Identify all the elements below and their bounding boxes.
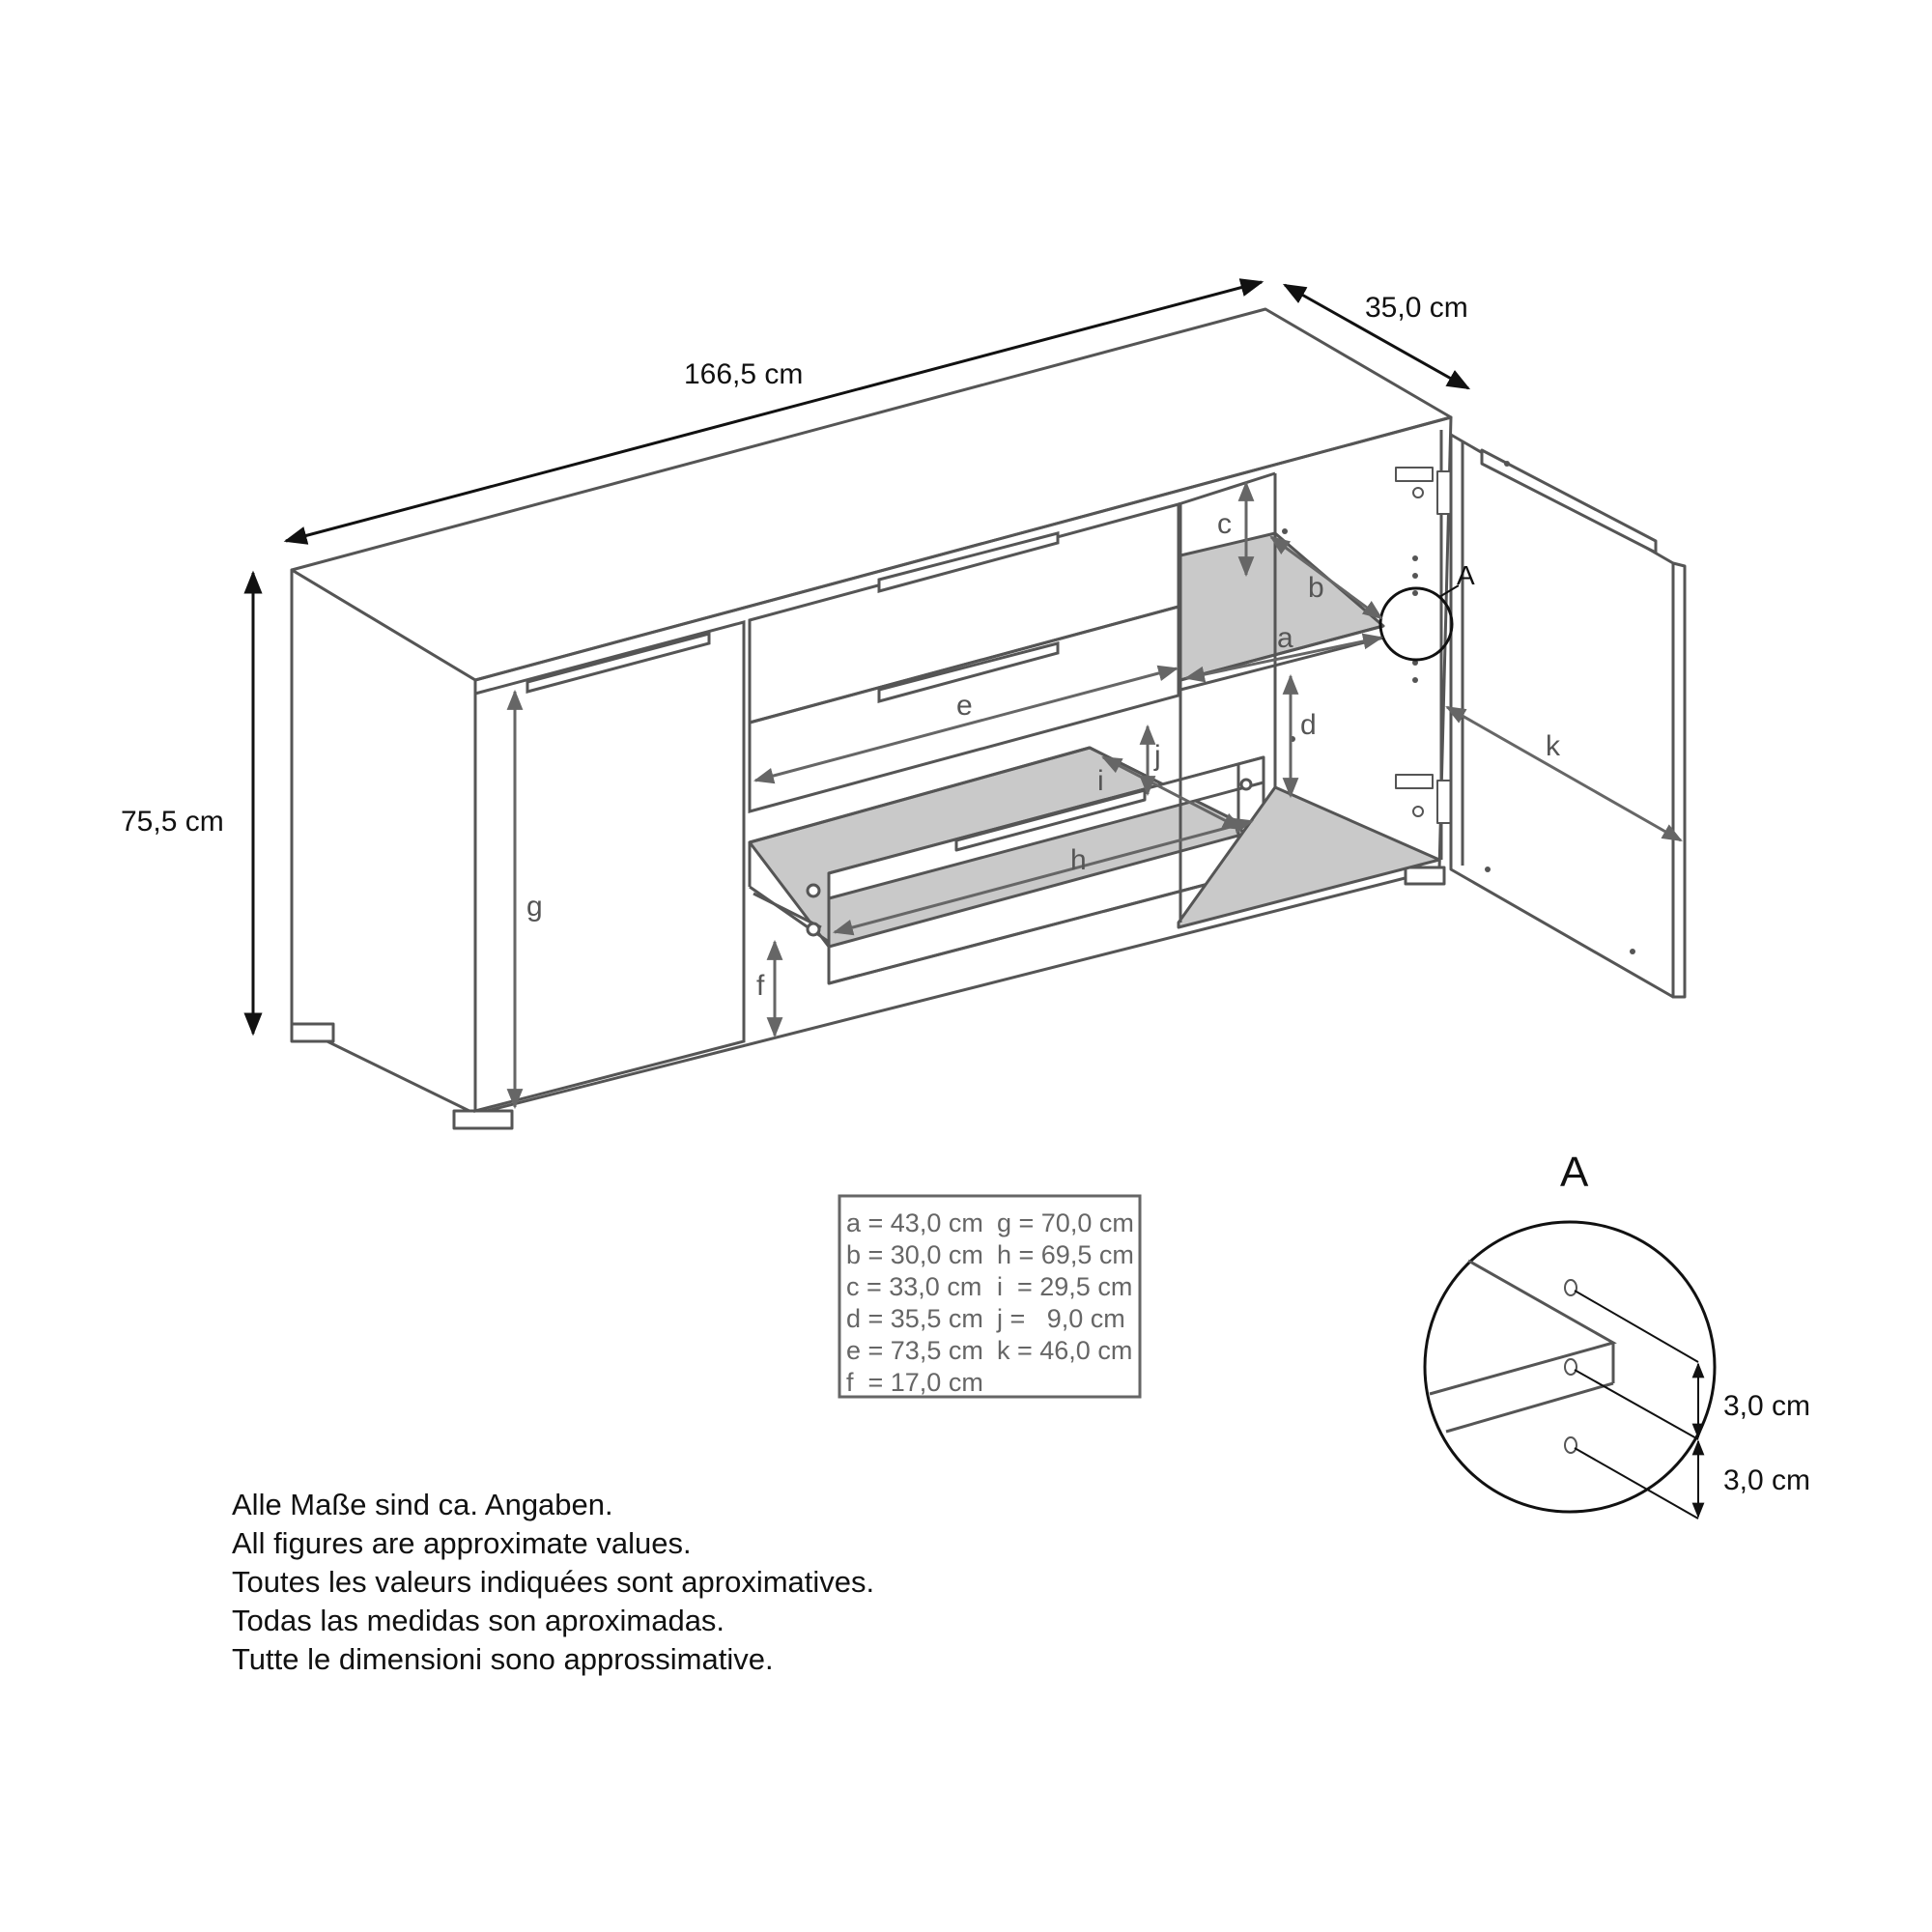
slide-screw bbox=[1241, 780, 1251, 789]
foot-back bbox=[292, 1024, 333, 1041]
detail-a bbox=[1425, 1149, 1810, 1519]
hinge-upper bbox=[1396, 468, 1453, 514]
legend-cell: d = 35,5 cm bbox=[846, 1304, 983, 1333]
letter-e: e bbox=[956, 690, 973, 722]
foot-right bbox=[1406, 867, 1444, 884]
legend-table bbox=[839, 1196, 1140, 1397]
slide-screw bbox=[808, 923, 819, 935]
detail-spacing-1: 3,0 cm bbox=[1723, 1390, 1811, 1422]
note-en: All figures are approximate values. bbox=[232, 1526, 692, 1560]
legend-cell: k = 46,0 cm bbox=[997, 1336, 1133, 1365]
note-fr: Toutes les valeurs indiquées sont aproximatives. bbox=[232, 1565, 875, 1599]
note-es: Todas las medidas son aproximadas. bbox=[232, 1604, 725, 1637]
right-door bbox=[1451, 435, 1685, 997]
letter-d: d bbox=[1300, 709, 1317, 741]
letter-k: k bbox=[1546, 730, 1560, 762]
slide-screw bbox=[808, 885, 819, 896]
width-label: 166,5 cm bbox=[684, 358, 804, 390]
letter-c: c bbox=[1217, 508, 1232, 540]
height-label: 75,5 cm bbox=[121, 806, 224, 838]
letter-b: b bbox=[1308, 572, 1324, 604]
letter-g: g bbox=[526, 891, 543, 923]
letter-f: f bbox=[756, 970, 765, 1002]
letter-h: h bbox=[1070, 844, 1087, 876]
depth-label: 35,0 cm bbox=[1365, 292, 1468, 324]
legend-cell: a = 43,0 cm bbox=[846, 1208, 983, 1237]
legend-cell: c = 33,0 cm bbox=[846, 1272, 982, 1301]
hinge-lower bbox=[1396, 775, 1453, 823]
foot-left bbox=[454, 1111, 512, 1128]
note-de: Alle Maße sind ca. Angaben. bbox=[232, 1488, 613, 1521]
detail-a-callout-label: A bbox=[1457, 560, 1475, 590]
legend-cell: i = 29,5 cm bbox=[997, 1272, 1133, 1301]
open-drawer bbox=[750, 748, 1264, 983]
legend-cell: g = 70,0 cm bbox=[997, 1208, 1134, 1237]
detail-a-title: A bbox=[1560, 1149, 1589, 1196]
letter-a: a bbox=[1277, 622, 1293, 654]
legend-cell: f = 17,0 cm bbox=[846, 1368, 983, 1397]
letter-j: j bbox=[1154, 740, 1161, 772]
detail-spacing-2: 3,0 cm bbox=[1723, 1464, 1811, 1496]
legend-cell: h = 69,5 cm bbox=[997, 1240, 1134, 1269]
legend-cell: b = 30,0 cm bbox=[846, 1240, 983, 1269]
note-it: Tutte le dimensioni sono approssimative. bbox=[232, 1642, 774, 1676]
legend-cell: e = 73,5 cm bbox=[846, 1336, 983, 1365]
legend-cell: j = 9,0 cm bbox=[997, 1304, 1125, 1333]
approximate-values-notes bbox=[232, 1486, 874, 1679]
cabinet-body bbox=[292, 309, 1451, 1128]
letter-i: i bbox=[1097, 765, 1104, 797]
